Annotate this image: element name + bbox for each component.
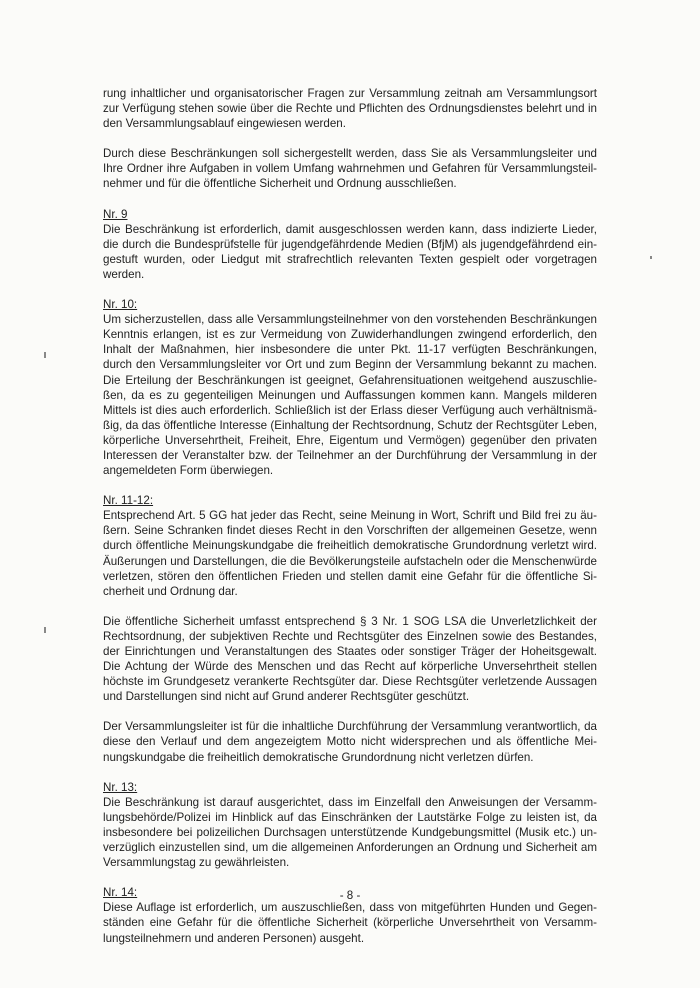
text-line: ßig, da das öffentliche Interesse (Einhaltung der Rechtsordnung, Schutz der Rechtsgüter Leben,: [103, 418, 598, 432]
text-line: ßern. Seine Schranken findet dieses Recht in den Vorschriften der allgemeinen Gesetze, wenn: [103, 524, 597, 538]
text-line: körperliche Unversehrtheit, Freiheit, Ehre, Eigentum und Vermögen) gegenüber den privaten: [103, 433, 597, 447]
text-line: angemeldeten Form überwiegen.: [103, 464, 274, 478]
text-line: Äußerungen und Darstellungen, die die Bevölkerungsteile aufstacheln oder die Menschenwürde: [103, 554, 597, 568]
text-line: Ihre Ordner ihre Aufgaben in vollem Umfang wahrnehmen und Gefahren für Versammlungsteil-: [103, 162, 597, 176]
text-line: lungsteilnehmern und anderen Personen) ausgeht.: [103, 931, 365, 945]
text-line: Die Beschränkung ist erforderlich, damit ausgeschlossen werden kann, dass indizierte Lieder,: [103, 222, 597, 236]
text-line: verzüglich einzustellen sind, um die allgemeinen Anforderungen an Ordnung und Sicherheit am: [103, 841, 597, 855]
text-line: ßen, da es zu gegenteiligen Meinungen und Auffassungen kommen kann. Mangels milderen: [103, 388, 597, 402]
text-line: Die Erteilung der Beschränkungen ist geeignet, Gefahrensituationen weitgehend auszuschlie-: [103, 373, 597, 387]
text-line: zur Verfügung stehen sowie über die Rechte und Pflichten des Ordnungsdienstes belehrt und in: [103, 102, 597, 116]
paragraph: [103, 146, 597, 191]
text-line: insbesondere bei polizeilichen Durchsagen unterstützende Kundgebungsmittel (Musik etc.) un-: [103, 825, 597, 839]
paragraph: [103, 493, 597, 599]
section-heading: Nr. 9: [103, 207, 128, 221]
text-line: höchste im Grundgesetz verankerte Rechtsgüter dar. Diese Rechtsgüter verletzende Aussagen: [103, 675, 597, 689]
text-line: Diese Auflage ist erforderlich, um auszuschließen, dass von mitgeführten Hunden und Gegen-: [103, 901, 597, 915]
text-line: Der Versammlungsleiter ist für die inhaltliche Durchführung der Versammlung verantwortlich, da: [103, 720, 597, 734]
document-body: [103, 86, 597, 961]
text-line: Entsprechend Art. 5 GG hat jeder das Recht, seine Meinung in Wort, Schrift und Bild frei zu äu-: [103, 509, 597, 523]
text-line: Um sicherzustellen, dass alle Versammlungsteilnehmer von den vorstehenden Beschränkungen: [103, 313, 597, 327]
text-line: Interessen der Veranstalter bzw. der Teilnehmer an der Durchführung der Versammlung in der: [103, 448, 597, 462]
text-line: Inhalt der Maßnahmen, hier insbesondere die unter Pkt. 11-17 verfügten Beschränkungen,: [103, 343, 597, 357]
text-line: lungsbehörde/Polizei im Hinblick auf das Einschränken der Lautstärke Folge zu leisten ist, da: [103, 810, 597, 824]
text-line: ständen eine Gefahr für die öffentliche Sicherheit (körperliche Unversehrtheit von Versamm-: [103, 916, 597, 930]
text-line: Kenntnis erlangen, ist es zur Vermeidung von Zuwiderhandlungen zwingend erforderlich, den: [103, 328, 597, 342]
text-line: der Einrichtungen und Veranstaltungen des Staates oder sonstiger Träger der Hoheitsgewalt.: [103, 645, 597, 658]
scan-speck: [44, 352, 46, 358]
scan-speck: [44, 627, 46, 633]
text-line: durch öffentliche Meinungskundgabe die freiheitlich demokratische Grundordnung verletzt wird.: [103, 539, 597, 553]
paragraph: [103, 207, 597, 282]
text-line: werden.: [103, 267, 145, 281]
text-line: cherheit und Ordnung dar.: [103, 584, 238, 598]
paragraph: [103, 614, 597, 705]
text-line: nehmer und für die öffentliche Sicherheit und Ordnung ausschließen.: [103, 177, 457, 191]
text-line: diese den Verlauf und dem angezeigtem Motto nicht widersprechen und als öffentliche Mei-: [103, 735, 597, 749]
text-line: verletzen, stören den öffentlichen Frieden und stellen damit eine Gefahr für die öffentliche Si-: [103, 569, 597, 583]
paragraph: [103, 297, 597, 478]
section-heading: Nr. 11-12:: [103, 494, 154, 508]
text-line: Mittels ist dies auch erforderlich. Schließlich ist der Erlass dieser Verfügung auch verhältnismä-: [103, 403, 597, 417]
text-line: rung inhaltlicher und organisatorischer Fragen zur Versammlung zeitnah am Versammlungsort: [103, 87, 597, 100]
text-line: den Versammlungsablauf eingewiesen werden.: [103, 117, 346, 131]
scan-speck: [650, 256, 652, 259]
text-line: gestuft wurden, oder Liedgut mit strafrechtlich relevanten Texten gespielt oder vorgetragen: [103, 252, 597, 266]
text-line: Die Beschränkung ist darauf ausgerichtet, dass im Einzelfall den Anweisungen der Versamm-: [103, 795, 597, 809]
text-line: Durch diese Beschränkungen soll sichergestellt werden, dass Sie als Versammlungsleiter und: [103, 147, 597, 161]
text-line: Die öffentliche Sicherheit umfasst entsprechend § 3 Nr. 1 SOG LSA die Unverletzlichkeit der: [103, 614, 597, 628]
text-line: Versammlungstag zu gewährleisten.: [103, 856, 290, 870]
text-line: durch den Versammlungsleiter vor Ort und zum Beginn der Versammlung bekannt zu machen.: [103, 358, 597, 372]
text-line: und Darstellungen sind nicht auf Grund anderer Rechtsgüter geschützt.: [103, 690, 470, 704]
page-number: - 8 -: [339, 889, 361, 902]
paragraph: [103, 719, 597, 764]
paragraph: [103, 86, 597, 131]
section-heading: Nr. 13:: [103, 780, 138, 794]
text-line: nungskundgabe die freiheitlich demokratische Grundordnung nicht verletzen dürfen.: [103, 750, 534, 764]
section-heading: Nr. 10:: [103, 298, 138, 312]
text-line: Die Achtung der Würde des Menschen und das Recht auf körperliche Unversehrtheit stellen: [103, 660, 597, 674]
paragraph: [103, 780, 597, 871]
text-line: die durch die Bundesprüfstelle für jugendgefährdende Medien (BfjM) als jugendgefährdend ein-: [103, 237, 597, 251]
text-line: Rechtsordnung, der subjektiven Rechte und Rechtsgüter des Einzelnen sowie des Bestandes,: [103, 629, 597, 643]
section-heading: Nr. 14:: [103, 886, 138, 900]
